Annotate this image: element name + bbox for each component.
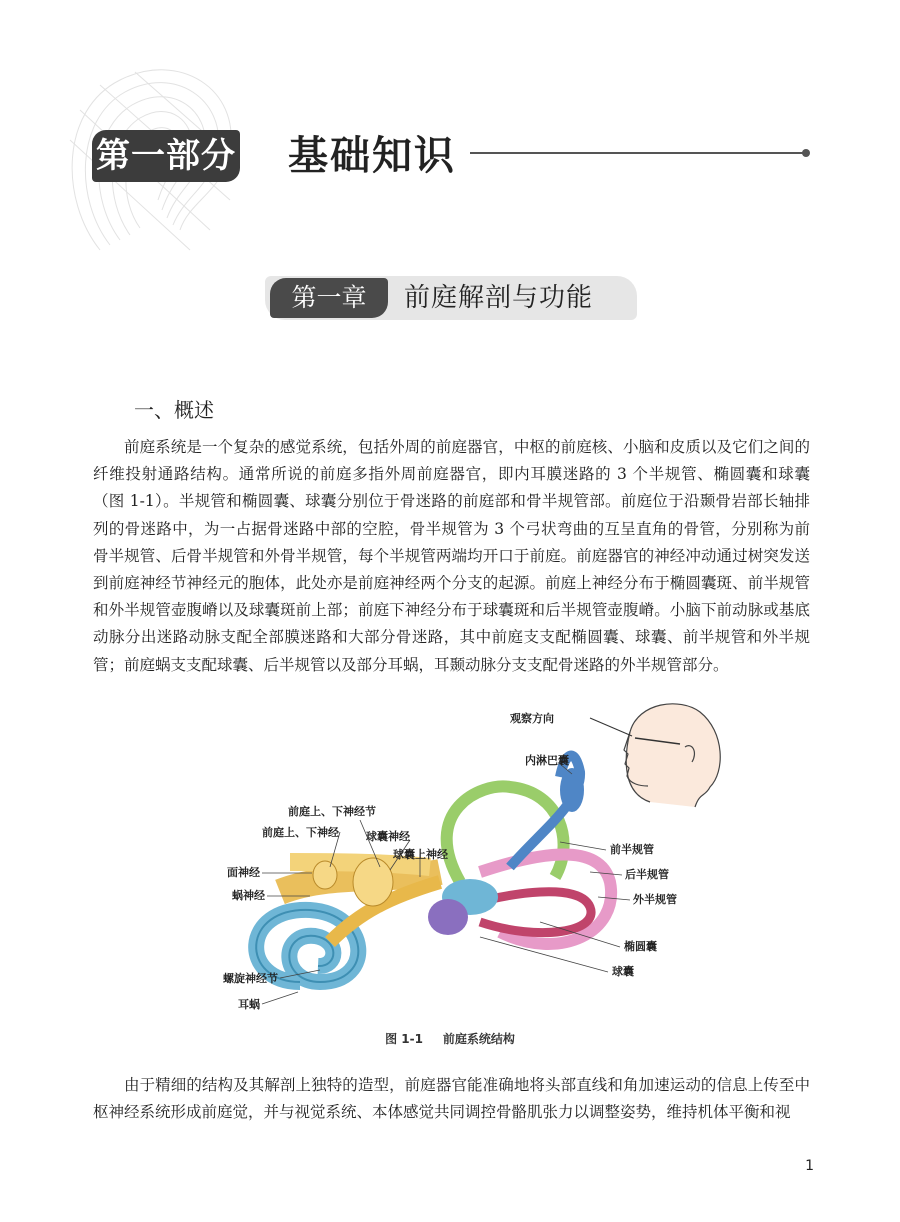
label-cochlea: 耳蜗 — [238, 998, 260, 1011]
part-divider-dot — [802, 149, 810, 157]
body-paragraph: 由于精细的结构及其解剖上独特的造型，前庭器官能准确地将头部直线和角加速运动的信息上传至中枢神经系统形成前庭觉，并与视觉系统、本体感觉共同调控骨骼肌张力以调整姿势，维持机体平衡和视 — [93, 1076, 810, 1122]
figure-caption-number: 图 1-1 — [385, 1032, 423, 1046]
part-divider — [470, 152, 806, 154]
label-facial-nerve: 面神经 — [227, 866, 260, 879]
body-paragraph: 前庭系统是一个复杂的感觉系统，包括外周的前庭器官，中枢的前庭核、小脑和皮质以及它们之间的纤维投射通路结构。通常所说的前庭多指外周前庭器官，即内耳膜迷路的 3 个半规管、椭圆囊和球囊（图 1-1）。半规管和椭圆囊、球囊分别位于骨迷路的前庭部和骨半规管部。前庭位于沿颞骨岩部长轴排列的骨迷路中，为一占据骨迷路中部的空腔，骨半规管为 3 个弓状弯曲的互呈直角的骨管，分别称为前骨半规管、后骨半规管和外骨半规管，每个半规管两端均开口于前庭。前庭器官的神经冲动通过树突发送到前庭神经节神经元的胞体，此处亦是前庭神经两个分支的起源。前庭上神经分布于椭圆囊斑、前半规管和外半规管壶腹嵴以及球囊斑前上部；前庭下神经分布于球囊斑和后半规管壶腹嵴。小脑下前动脉或基底动脉分出迷路动脉支配全部膜迷路和大部分骨迷路，其中前庭支支配椭圆囊、球囊、前半规管和外半规管；前庭蜗支支配球囊、后半规管以及部分耳蜗，耳颞动脉分支支配骨迷路的外半规管部分。 — [93, 438, 810, 674]
label-vestibular-nerves: 前庭上、下神经 — [262, 826, 339, 839]
label-vestibular-ganglia: 前庭上、下神经节 — [288, 805, 376, 818]
label-view-direction: 观察方向 — [510, 712, 554, 725]
figure-caption-text: 前庭系统结构 — [442, 1032, 515, 1046]
label-saccular-upper-nerve: 球囊上神经 — [393, 848, 448, 861]
label-utricle: 椭圆囊 — [624, 940, 657, 953]
page-number: 1 — [805, 1158, 814, 1174]
chapter-badge: 第一章 — [270, 278, 388, 318]
part-title: 基础知识 — [288, 133, 456, 179]
figure-caption — [0, 1030, 900, 1047]
chapter-title: 前庭解剖与功能 — [404, 283, 594, 313]
head-profile-icon — [590, 704, 720, 807]
label-cochlear-nerve: 蜗神经 — [232, 889, 265, 902]
label-endolymphatic-sac: 内淋巴囊 — [525, 754, 569, 767]
label-lateral-canal: 外半规管 — [633, 893, 677, 906]
vestibular-system-figure — [180, 692, 740, 1022]
label-posterior-canal: 后半规管 — [625, 868, 669, 881]
semicircular-canals — [428, 756, 611, 944]
section-heading: 一、概述 — [134, 398, 214, 422]
label-saccule: 球囊 — [612, 965, 634, 978]
label-spiral-ganglion: 螺旋神经节 — [223, 972, 278, 985]
part-badge: 第一部分 — [92, 130, 240, 182]
label-saccular-nerve: 球囊神经 — [366, 830, 410, 843]
label-anterior-canal: 前半规管 — [610, 843, 654, 856]
